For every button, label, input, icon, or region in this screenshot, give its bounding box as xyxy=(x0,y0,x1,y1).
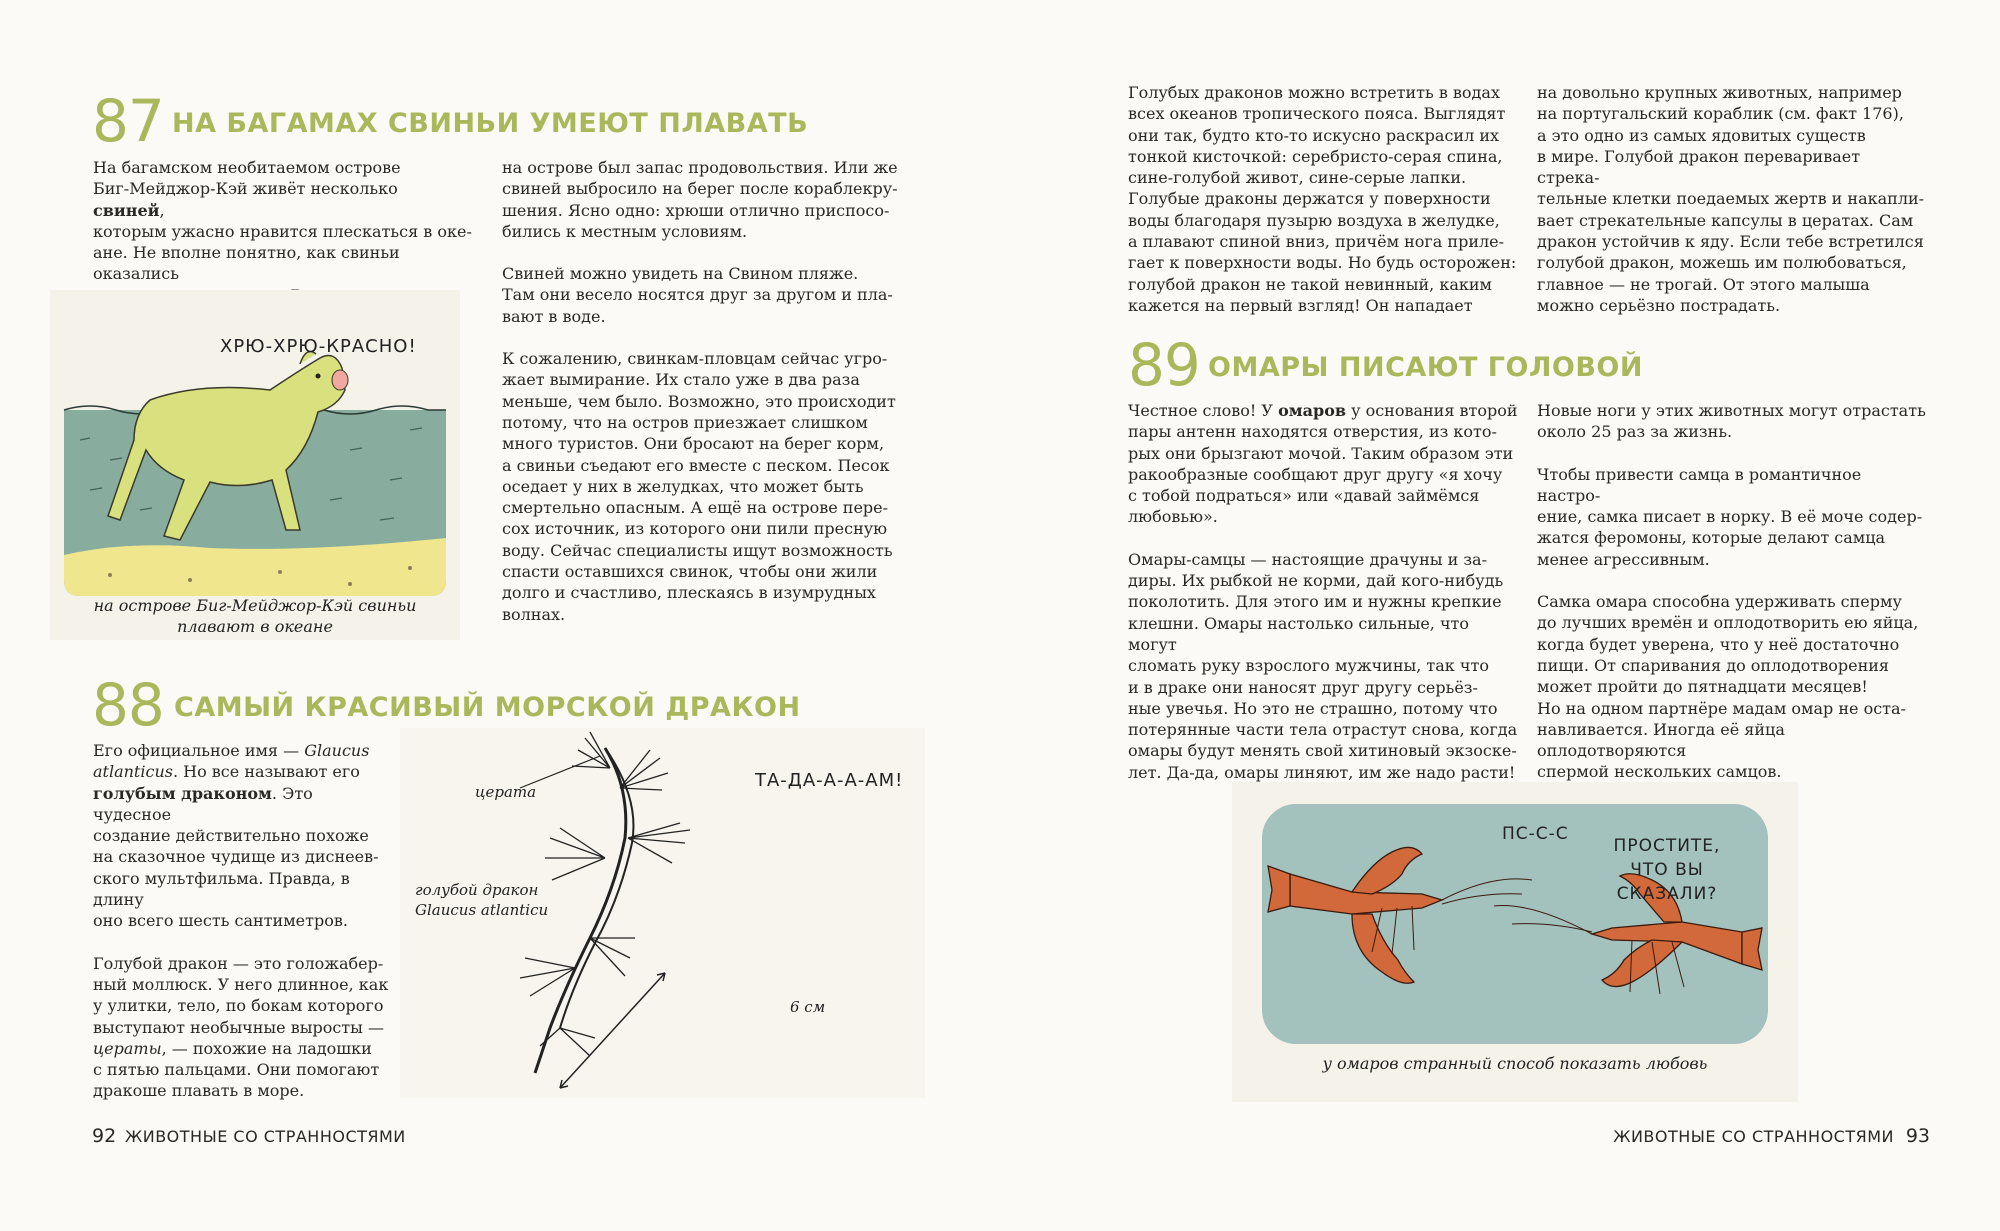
section-88-continued-column-1 xyxy=(1128,82,1518,316)
right-page-number: 93 xyxy=(1905,1125,1930,1147)
section-88-title: САМЫЙ КРАСИВЫЙ МОРСКОЙ ДРАКОН xyxy=(174,692,801,723)
section-89-column-2 xyxy=(1537,400,1927,783)
section-88-continued-paragraph-1: Голубых драконов можно встретить в водах всех океанов тропического пояса. Выглядят они так, будто кто-то искусно раскрасил их тонкой кисточкой: серебристо-серая спина, сине-голубой живот, сине-серые лапки. Голубые драконы держатся у поверхности воды благодаря пузырю воздуха в желудке, а плавают спиной вниз, причём нога прилe- гает к поверхности воды. Но будь осторожен: голубой дракон не такой невинный, каким кажется на первый взгляд! Он нападает xyxy=(1128,83,1517,315)
section-89-number: 89 xyxy=(1128,331,1200,399)
section-87-number: 87 xyxy=(92,87,164,155)
section-88-column xyxy=(93,740,393,1102)
lobster-speech-1: ПС-С-С xyxy=(1502,824,1569,844)
cerata-label: церата xyxy=(475,783,537,801)
blue-dragon-illustration xyxy=(400,728,925,1098)
left-page-number: 92 xyxy=(92,1125,117,1147)
section-89-paragraph-1: Честное слово! У омаров у основания второй пары антенн находятся отверстия, из кото- рых они брызгают мочой. Таким образом эти ракообразные сообщают друг другу «я хочу с тобой подраться» или «давай займёмся любовью». xyxy=(1128,401,1518,527)
section-87-paragraph-4: К сожалению, свинкам-пловцам сейчас угро- жает вымирание. Их стало уже в два раза меньше, чем было. Возможно, это происходит потому, что на остров приезжает слишком много туристов. Они бросают на берег корм, а свиньи съедают его вместе с песком. Песок оседает у них в желудках, что может быть смертельно опасным. А ещё на острове пере- сох источник, из которого они пили пресную воду. Сейчас специалисты ищут возможность спасти оставшихся свинок, чтобы они жили долго и счастливо, плескаясь в изумрудных волнах. xyxy=(502,349,896,624)
keyword-pigs: свиней xyxy=(93,200,160,220)
lobster-caption: у омаров странный способ показать любовь xyxy=(1322,1054,1708,1073)
section-89-title: ОМАРЫ ПИСАЮТ ГОЛОВОЙ xyxy=(1208,352,1643,383)
pig-speech-bubble: ХРЮ-ХРЮ-КРАСНО! xyxy=(220,336,417,357)
dragon-speech-bubble: ТА-ДА-А-А-АМ! xyxy=(755,770,904,791)
lobster-speech-2: ПРОСТИТЕ, ЧТО ВЫ СКАЗАЛИ? xyxy=(1613,836,1721,904)
section-89-paragraph-5: Самка омара способна удерживать сперму до лучших времён и оплодотворить ею яйца, когда будет уверена, что у неё достаточно пищи. От спаривания до оплодотворения может пройти до пятнадцати месяцев! Но на одном партнёре мадам омар не оста- навливается. Иногда её яйца оплодотворяются спермой нескольких самцов. xyxy=(1537,592,1919,782)
section-87-column-2 xyxy=(502,157,902,625)
keyword-blue-dragon: голубым драконом xyxy=(93,783,272,803)
right-footer xyxy=(1500,1125,1930,1149)
section-89-paragraph-3: Новые ноги у этих животных могут отрастать около 25 раз за жизнь. xyxy=(1537,401,1926,442)
pig-illustration xyxy=(50,290,460,640)
section-88-number: 88 xyxy=(92,671,164,739)
section-88-paragraph-1: Его официальное имя — Glaucus atlanticus. Но все называют его голубым драконом. Это чудесное создание действительно похоже на сказочное чудище из диснеев- ского мультфильма. Правда, в длину оно всего шесть сантиметров. xyxy=(93,741,379,931)
keyword-lobsters: омаров xyxy=(1278,401,1346,420)
section-87-paragraph-3: Свиней можно увидеть на Свином пляже. Там они весело носятся друг за другом и пла- вают в воде. xyxy=(502,264,893,326)
section-88-paragraph-2: Голубой дракон — это голожабер- ный моллюск. У него длинное, как у улитки, тело, по бокам которого выступают необычные выросты — цераты, — похожие на ладошки с пятью пальцами. Они помогают дракоше плавать в море. xyxy=(93,953,389,1101)
section-87-paragraph-1: На багамском необитаемом острове Биг-Мейджор-Кэй живёт несколько свиней, которым ужасно нравится плескаться в оке- ане. Не вполне понятно, как свиньи оказались xyxy=(93,158,472,284)
section-87-paragraph-2: на острове был запас продовольствия. Или же свиней выбросило на берег после кораблекру- шения. Ясно одно: хрюши отлично приспосо- бились к местным условиям. xyxy=(502,158,898,241)
section-88-heading xyxy=(92,671,801,739)
lobster-illustration xyxy=(1232,782,1798,1102)
left-footer xyxy=(92,1125,492,1149)
section-89-paragraph-2: Омары-самцы — настоящие драчуны и за- диры. Их рыбкой не корми, дай кого-нибудь поколотить. Для этого им и нужны крепкие клешни. Омары настолько сильные, что могут сломать руку взрослого мужчины, так что и в драке они наносят друг другу серьёз- ные увечья. Но это не страшно, потому что потерянные части тела отрастут снова, когда омары будут менять свой хитиновый экзоске- лет. Да-да, омары линяют, им же надо расти! xyxy=(1128,549,1518,782)
section-89-heading xyxy=(1128,331,1748,399)
right-running-title: ЖИВОТНЫЕ СО СТРАННОСТЯМИ xyxy=(1613,1127,1894,1146)
left-running-title: ЖИВОТНЫЕ СО СТРАННОСТЯМИ xyxy=(125,1127,406,1146)
section-87-title: НА БАГАМАХ СВИНЬИ УМЕЮТ ПЛАВАТЬ xyxy=(172,108,809,139)
blue-dragon-name-label: голубой дракон Glaucus atlanticu xyxy=(415,881,549,919)
section-89-paragraph-4: Чтобы привести самца в романтичное настро- ение, самка писает в норку. В её моче содер- жатся феромоны, которые делают самца менее агрессивным. xyxy=(1537,464,1923,569)
section-87-heading xyxy=(92,87,809,155)
pig-caption: на острове Биг-Мейджор-Кэй свиньи плавают в океане xyxy=(93,596,417,636)
section-88-continued-paragraph-2: на довольно крупных животных, например на португальский кораблик (см. факт 176), а это одно из самых ядовитых существ в мире. Голубой дракон переваривает стрека- тельные клетки поедаемых жертв и накапли- вает стрекательные капсулы в цератах. Сам дракон устойчив к яду. Если тебе встретился голубой дракон, можешь им полюбоваться, главное — не трогай. От этого малыша можно серьёзно пострадать. xyxy=(1537,83,1925,315)
size-label: 6 см xyxy=(790,998,826,1016)
section-89-column-1 xyxy=(1128,400,1518,783)
section-88-continued-column-2 xyxy=(1537,82,1927,316)
